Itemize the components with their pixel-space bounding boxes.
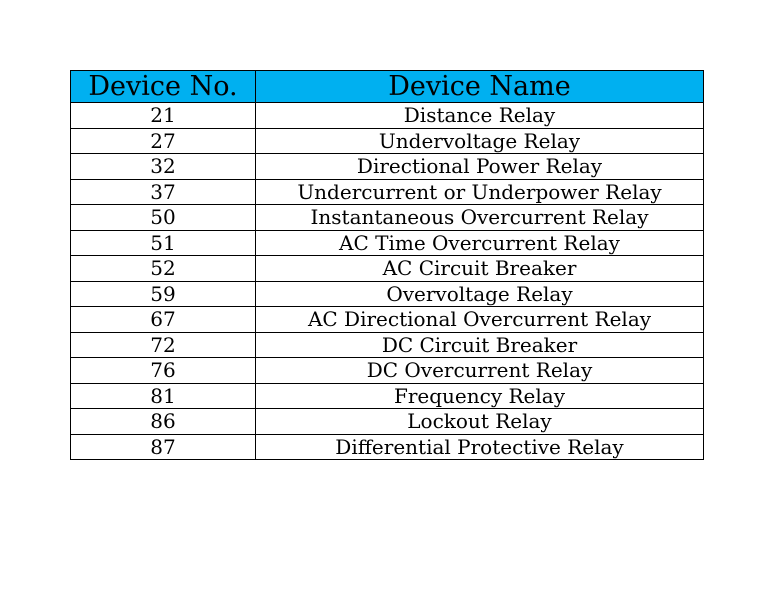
table-row bbox=[71, 179, 704, 205]
table-header-row bbox=[71, 71, 704, 103]
header-device-no: Device No. bbox=[71, 71, 256, 103]
table-row bbox=[71, 332, 704, 358]
device-name-cell: AC Time Overcurrent Relay bbox=[256, 230, 704, 256]
table-row bbox=[71, 128, 704, 154]
device-no-cell: 59 bbox=[71, 281, 256, 307]
table-row bbox=[71, 154, 704, 180]
device-name-cell: Frequency Relay bbox=[256, 383, 704, 409]
table-row bbox=[71, 383, 704, 409]
device-no-cell: 32 bbox=[71, 154, 256, 180]
device-name-cell: Overvoltage Relay bbox=[256, 281, 704, 307]
table-row bbox=[71, 307, 704, 333]
table-row bbox=[71, 434, 704, 460]
table-row bbox=[71, 230, 704, 256]
device-name-cell: Differential Protective Relay bbox=[256, 434, 704, 460]
device-name-cell: AC Directional Overcurrent Relay bbox=[256, 307, 704, 333]
device-table bbox=[70, 70, 704, 460]
device-no-cell: 27 bbox=[71, 128, 256, 154]
device-name-cell: DC Overcurrent Relay bbox=[256, 358, 704, 384]
device-no-cell: 67 bbox=[71, 307, 256, 333]
device-no-cell: 81 bbox=[71, 383, 256, 409]
device-name-cell: Undervoltage Relay bbox=[256, 128, 704, 154]
device-no-cell: 87 bbox=[71, 434, 256, 460]
device-no-cell: 72 bbox=[71, 332, 256, 358]
table-row bbox=[71, 103, 704, 129]
device-no-cell: 50 bbox=[71, 205, 256, 231]
device-name-cell: Instantaneous Overcurrent Relay bbox=[256, 205, 704, 231]
device-name-cell: Undercurrent or Underpower Relay bbox=[256, 179, 704, 205]
device-no-cell: 51 bbox=[71, 230, 256, 256]
table-row bbox=[71, 409, 704, 435]
device-name-cell: Directional Power Relay bbox=[256, 154, 704, 180]
device-name-cell: DC Circuit Breaker bbox=[256, 332, 704, 358]
device-name-cell: Lockout Relay bbox=[256, 409, 704, 435]
device-no-cell: 37 bbox=[71, 179, 256, 205]
device-name-cell: AC Circuit Breaker bbox=[256, 256, 704, 282]
table-row bbox=[71, 358, 704, 384]
header-device-name: Device Name bbox=[256, 71, 704, 103]
device-name-cell: Distance Relay bbox=[256, 103, 704, 129]
device-no-cell: 76 bbox=[71, 358, 256, 384]
device-no-cell: 86 bbox=[71, 409, 256, 435]
table-row bbox=[71, 205, 704, 231]
table-row bbox=[71, 281, 704, 307]
table-row bbox=[71, 256, 704, 282]
device-no-cell: 52 bbox=[71, 256, 256, 282]
device-no-cell: 21 bbox=[71, 103, 256, 129]
